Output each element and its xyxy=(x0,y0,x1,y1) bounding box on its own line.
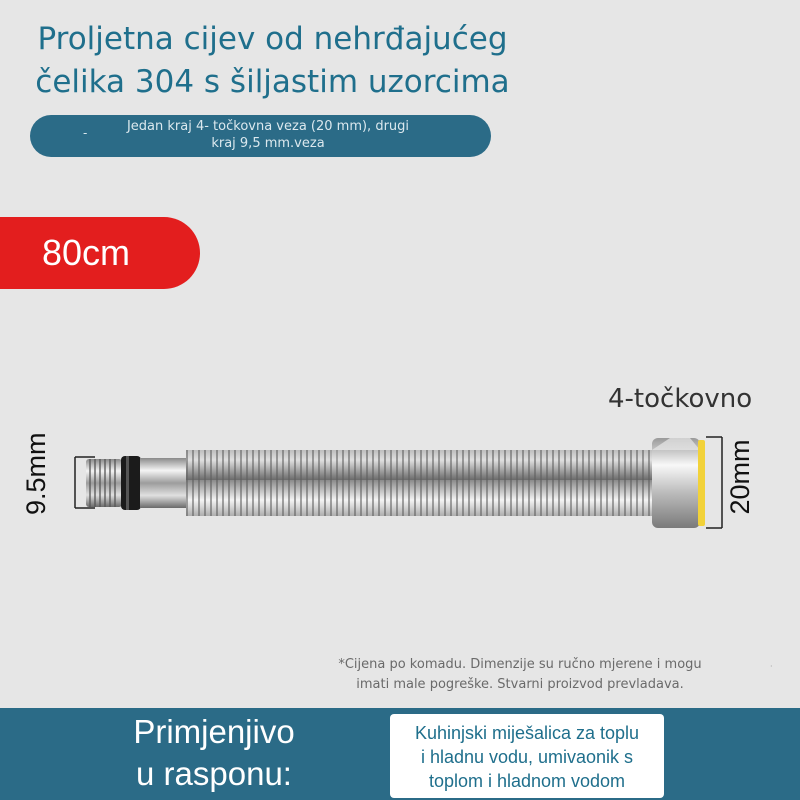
pill-line-1: Jedan kraj 4- točkovna veza (20 mm), drugi xyxy=(126,119,410,134)
female-nut-end xyxy=(652,438,705,528)
right-dimension-label: 20mm xyxy=(725,439,755,515)
right-dimension-bracket xyxy=(706,437,722,528)
end-connection-label: 4-točkovno xyxy=(608,384,753,414)
note-line-1: *Cijena po komadu. Dimenzije su ručno mjerene i mogu xyxy=(338,657,702,672)
applicable-range-box xyxy=(390,714,664,798)
footer-label-line-1: Primjenjivo xyxy=(133,713,295,750)
footer-box-line-3: toplom i hladnom vodom xyxy=(428,771,626,791)
pill-dot: · xyxy=(492,130,496,141)
footer-bar xyxy=(0,708,800,800)
footer-label-line-2: u rasponu: xyxy=(136,755,292,792)
note-line-2: imati male pogreške. Stvarni proizvod prevladava. xyxy=(356,677,684,692)
title-line-2: čelika 304 s šiljastim uzorcima xyxy=(35,64,510,100)
left-dimension-label: 9.5mm xyxy=(21,432,51,515)
pill-dash: - xyxy=(83,126,88,140)
length-badge-text: 80cm xyxy=(42,232,131,273)
male-threaded-end xyxy=(86,456,188,510)
disclaimer-note xyxy=(300,655,740,695)
note-dot: · xyxy=(770,662,773,671)
pill-line-2: kraj 9,5 mm.veza xyxy=(211,136,325,151)
footer-box-line-2: i hladnu vodu, umivaonik s xyxy=(420,747,634,767)
title-line-1: Proljetna cijev od nehrđajućeg xyxy=(37,21,508,57)
applicable-range-label xyxy=(98,711,330,795)
corrugated-hose-body xyxy=(186,450,656,516)
footer-box-line-1: Kuhinjski miješalica za toplu xyxy=(414,723,640,743)
